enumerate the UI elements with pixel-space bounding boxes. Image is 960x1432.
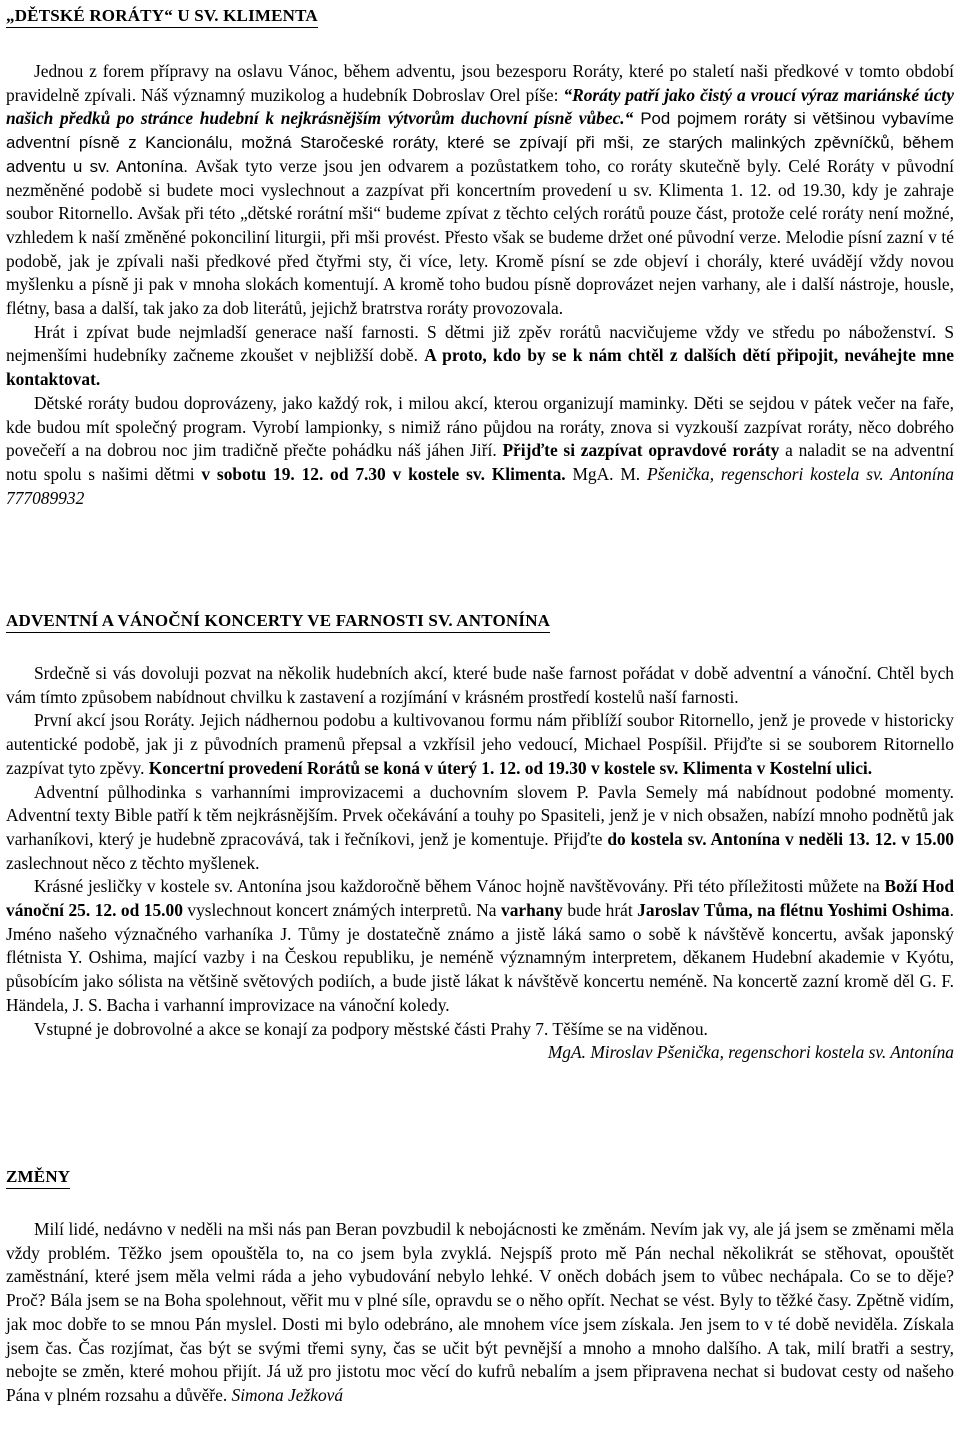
text-run: Pod pojmem roráty si většinou vybavíme adventní písně z Kancionálu, možná Staročeské roráty, které se zpívají při mši, ze starých malinkých zpěvníčků, během adventu u sv. Antonína. — [6, 109, 954, 176]
text-run: Simona Ježková — [227, 1384, 344, 1405]
text-run: Avšak tyto verze jsou jen odvarem a pozůstatkem toho, co roráty skutečně byly. Celé Roráty v původní nezměněné podobě si budete moci vyslechnout a zazpívat při koncertním provedení u sv. Klimenta 1. 12. od 19.30, kdy je zahraje soubor Ritornello. Avšak při této „dětské rorátní mši“ budeme zpívat z těchto celých rorátů pouze část, protože celé roráty není možné, vzhledem k naší změněné pokonciliní liturgii, při mši provést. Přesto však se budeme držet oné původní verze. Melodie písní zazní v té podobě, jak je zpívali naši předkové před čtyřmi sty, či více, lety. Kromě písní se zde objeví i chorály, které uvádějí vždy novou myšlenku a písně ji pak v mnoha slokách komentují. A kromě toho budou písně doprovázet nejen varhany, ale i další nástroje, housle, flétny, basa a další, tak jako za dob literátů, jejichž bratrstva roráty provozovala. — [6, 155, 954, 319]
text-run: zaslechnout něco z těchto myšlenek. — [6, 852, 260, 873]
text-run: do kostela sv. Antonína v neděli 13. 12. v 15.00 — [607, 828, 954, 849]
text-run: MgA. M. — [565, 463, 647, 484]
section-heading-zmeny: ZMĚNY — [6, 1167, 70, 1189]
text-run: Krásné jesličky v kostele sv. Antonína jsou každoročně během Vánoc hojně navštěvovány. Při této příležitosti můžete na — [34, 876, 885, 897]
text-run: Pšenička, regenschori kostela sv. Antonína 777089932 — [6, 463, 954, 508]
text-run: A proto, kdo by se k nám chtěl z dalších dětí připojit, neváhejte mne kontaktovat. — [6, 345, 954, 390]
text-run: Koncertní provedení Rorátů se koná v úterý 1. 12. od 19.30 v kostele sv. Klimenta v Kostelní ulici. — [148, 757, 873, 778]
text-run: bude hrát — [562, 900, 638, 921]
text-run: Adventní půlhodinka s varhanními improvizacemi a duchovním slovem P. Pavla Semely má nabídnout podobné momenty. Adventní texty Bible patří k těm nejkrásnějším. Prvek očekávání a touhy po Spasiteli, jenž je v nich obsažen, nabízí mnoho podnětů jak varhaníkovi, který je hudebně zpracovává, tak i řečníkovi, jenž je komentuje. Přijďte — [6, 781, 954, 849]
text-run: Hrát i zpívat bude nejmladší generace naší farnosti. S dětmi již zpěv rorátů nacvičujeme vždy ve středu po náboženství. S nejmenšími hudebníky začneme zkoušet v nejbližší době. — [6, 321, 954, 366]
text-run: Jaroslav Tůma, na flétnu Yoshimi Oshima — [637, 900, 950, 921]
section-heading-detske-roraty: „DĚTSKÉ RORÁTY“ U SV. KLIMENTA — [6, 6, 318, 28]
section-body-detske-roraty — [6, 60, 954, 510]
text-run: “Roráty patří jako čistý a vroucí výraz mariánské úcty našich předků po stránce hudební k nejkrásnějším výtvorům duchovní písně vůbec.“ — [6, 84, 954, 129]
section-heading-adventni-koncerty: ADVENTNÍ A VÁNOČNÍ KONCERTY VE FARNOSTI SV. ANTONÍNA — [6, 611, 550, 633]
text-run: vyslechnout koncert známých interpretů. Na — [182, 900, 501, 921]
text-run: varhany — [501, 900, 563, 921]
text-run: Srdečně si vás dovoluji pozvat na několik hudebních akcí, které bude naše farnost pořádat v době adventní a vánoční. Chtěl bych vám tímto způsobem nabídnout chvilku k zastavení a rozjímání v krásném prostředí kostelů naší farnosti. — [6, 663, 954, 707]
text-run: Boží Hod vánoční 25. 12. od 15.00 — [6, 876, 955, 921]
section-body-adventni-koncerty — [6, 662, 954, 1065]
text-run: . Jméno našeho význačného varhaníka J. Tůmy je dostatečně známo a jistě láká samo o sobě k návštěvě koncertu, avšak japonský flétnista Y. Oshima, mající vazby i na Českou republiku, je neméně významným interpretem, děkanem Hudební akademie v Kyótu, působícím jako sólista na většině světových podiích, a bude jistě lákat k návštěvě koncertu neméně. Na koncertě zazní kromě děl G. F. Händela, J. S. Bacha i varhanní improvizace na vánoční koledy. — [6, 900, 954, 1015]
text-run: Milí lidé, nedávno v neděli na mši nás pan Beran povzbudil k nebojácnosti ke změnám. Nevím jak vy, ale já jsem se změnami měla vždy problém. Těžko jsem opouštěla to, na co jsem byla zvyklá. Nejspíš proto mě Pán nechal několikrát se stěhovat, opouštět zaměstnání, které jsem měla velmi ráda a jeho vybudování nebylo lehké. V oněch dobách jsem to vůbec nechápala. Co se to děje? Proč? Bála jsem se na Boha spolehnout, věřit mu v plné síle, opravdu se o něho opřít. Nechat se vést. Byly to těžké časy. Zpětně vidím, jak moc dobře to se mnou Pán myslel. Dosti mi bylo odebráno, ale mnohem více jsem získala. Jen jsem to v té době neviděla. Získala jsem čas. Čas rozjímat, čas být se svými třemi syny, čas se učit být pevnější a mnoho a mnoho dalšího. A tak, milí bratři a sestry, nebojte se změn, které mohou přijít. Já už pro jistotu moc věcí do kufrů nebalím a jsem připravena nechat si budovat cesty od našeho Pána v plném rozsahu a důvěře. — [6, 1219, 954, 1405]
text-run: a naladit se na adventní notu spolu s našimi dětmi — [6, 440, 954, 484]
paragraph — [6, 709, 954, 780]
paragraph — [6, 1018, 954, 1042]
text-run: Vstupné je dobrovolné a akce se konají za podpory městské části Prahy 7. Těšíme se na viděnou. — [34, 1018, 708, 1039]
section-body-zmeny — [6, 1218, 954, 1408]
text-run: Přijďte si zazpívat opravdové roráty — [502, 440, 780, 461]
paragraph — [6, 321, 954, 392]
paragraph — [6, 781, 954, 876]
text-run: První akcí jsou Roráty. Jejich nádhernou podobu a kultivovanou formu nám přiblíží soubor Ritornello, jenž je provede v historicky autentické podobě, jak ji z původních pramenů přepsal a vzkřísil jeho vedoucí, Michael Pospíšil. Přijďte si se souborem Ritornello zazpívat tyto zpěvy. — [6, 710, 954, 778]
paragraph — [6, 60, 954, 321]
paragraph — [6, 662, 954, 709]
text-run: v sobotu 19. 12. od 7.30 v kostele sv. Klimenta. — [201, 463, 566, 484]
paragraph — [6, 392, 954, 511]
paragraph — [6, 1218, 954, 1408]
text-run: Jednou z forem přípravy na oslavu Vánoc, během adventu, jsou bezesporu Roráty, které po staletí naši předkové v tomto období pravidelně zpívali. Náš významný muzikolog a hudebník Dobroslav Orel píše: — [6, 61, 954, 105]
paragraph — [6, 875, 954, 1017]
signature: MgA. Miroslav Pšenička, regenschori kostela sv. Antonína — [547, 1042, 954, 1063]
text-run: Dětské roráty budou doprovázeny, jako každý rok, i milou akcí, kterou organizují maminky. Děti se sejdou v pátek večer na faře, kde budou mít společný program. Vyrobí lampionky, s nimiž ráno půjdou na roráty, znova si vyzkouší zazpívat roráty, něco dobrého povečeří a na dobrou noc jim tradičně přečte pohádku náš jáhen Jiří. — [6, 392, 954, 461]
